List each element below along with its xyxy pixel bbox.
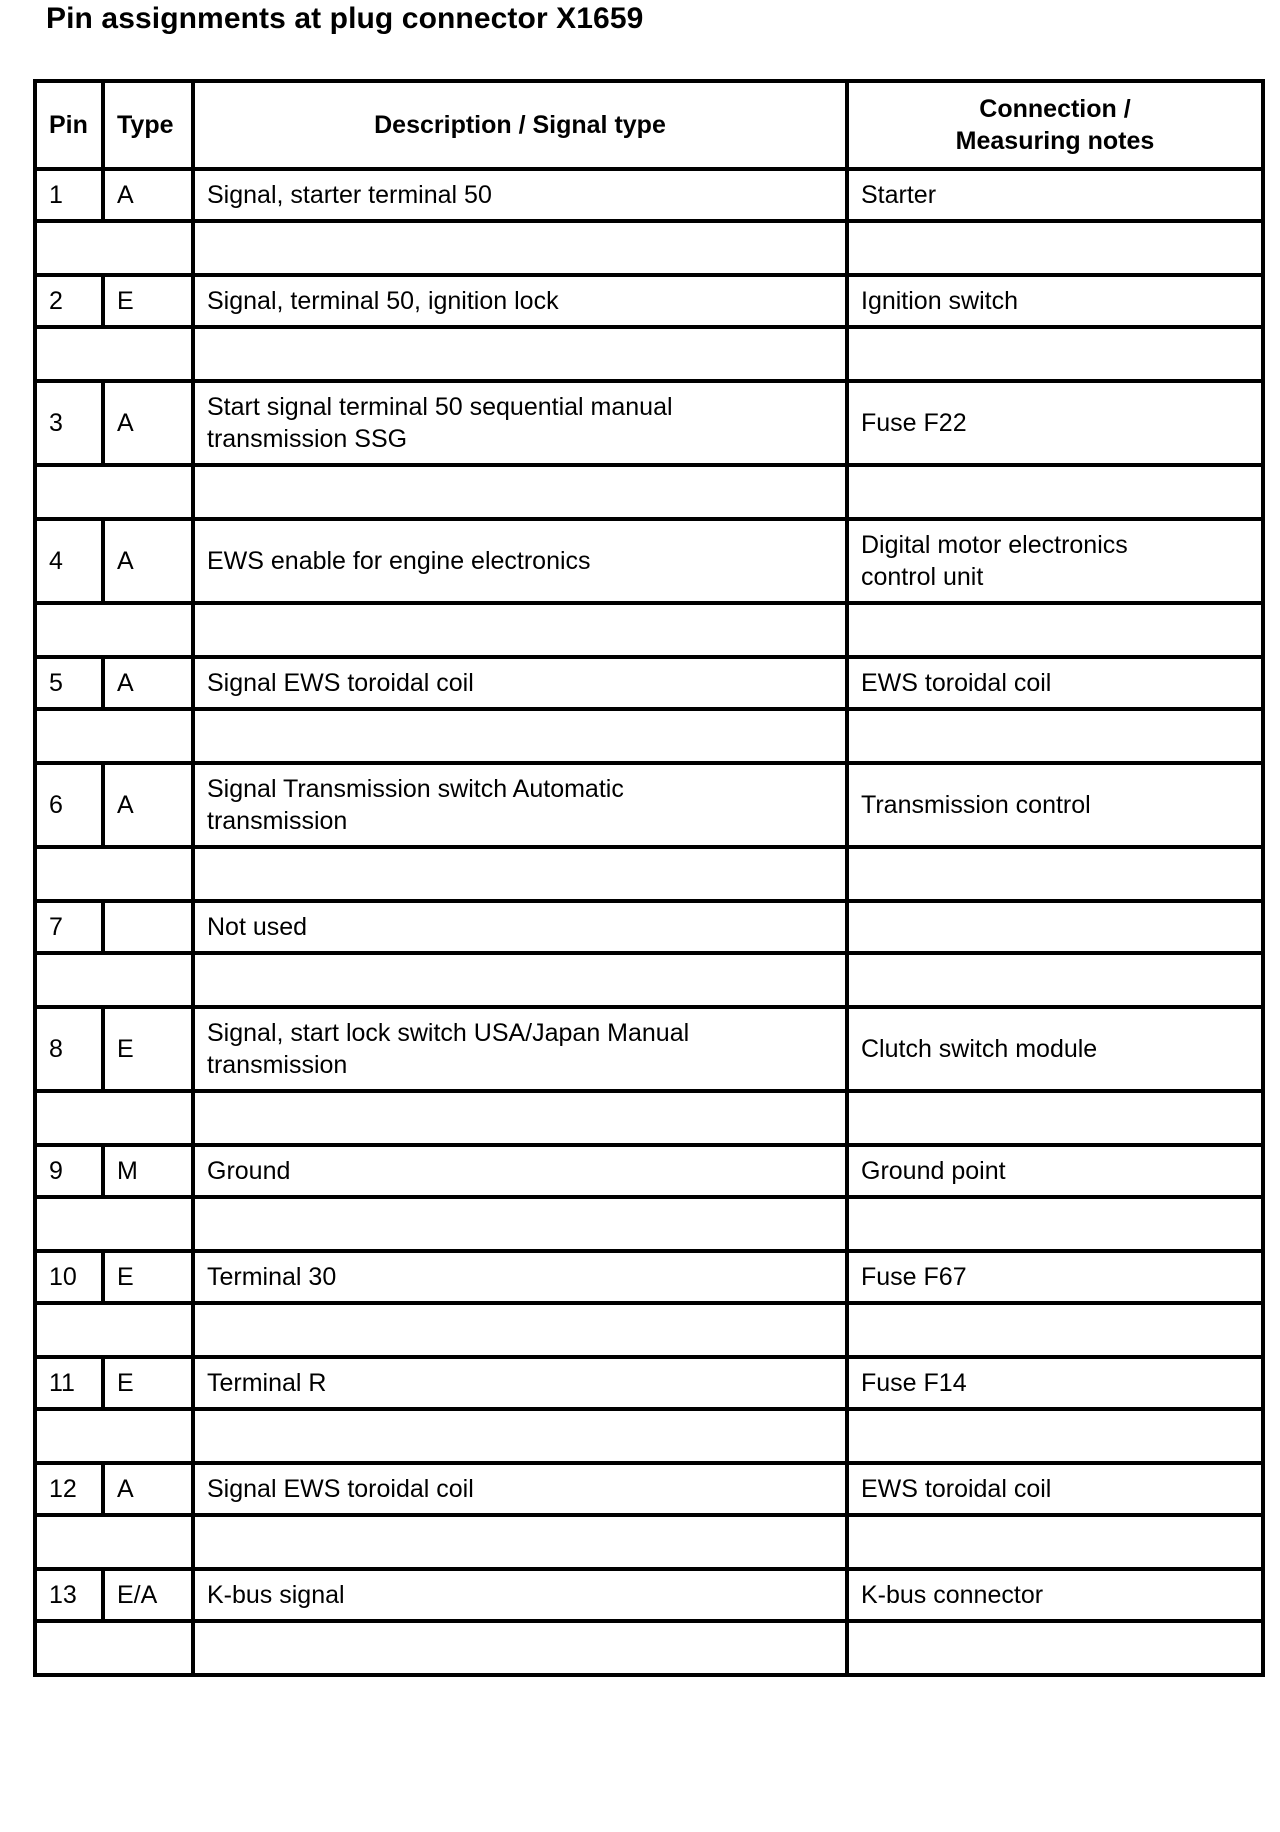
spacer-row xyxy=(35,953,1263,1007)
empty-cell xyxy=(847,1621,1263,1675)
empty-cell xyxy=(193,1197,847,1251)
description-cell-line: transmission SSG xyxy=(207,425,408,453)
connection-cell-line: K-bus connector xyxy=(861,1581,1044,1609)
description-cell xyxy=(193,275,847,327)
type-cell xyxy=(103,1007,193,1091)
page-title: Pin assignments at plug connector X1659 xyxy=(46,2,644,35)
connection-cell xyxy=(847,901,1263,953)
description-cell-line: Not used xyxy=(207,913,308,941)
connection-cell xyxy=(847,1463,1263,1515)
header-connection xyxy=(847,81,1263,169)
connection-cell xyxy=(847,1007,1263,1091)
pin-cell xyxy=(35,657,103,709)
description-cell-line: Signal, starter terminal 50 xyxy=(207,181,492,209)
table-row xyxy=(35,1007,1263,1091)
pin-cell-line: 11 xyxy=(49,1369,75,1397)
pin-cell-line: 9 xyxy=(49,1157,63,1185)
empty-cell xyxy=(847,1197,1263,1251)
connection-cell-line: Fuse F14 xyxy=(861,1369,967,1397)
description-cell-line: Signal Transmission switch Automatic xyxy=(207,775,624,803)
spacer-row xyxy=(35,1303,1263,1357)
empty-cell xyxy=(193,465,847,519)
pin-cell xyxy=(35,1357,103,1409)
empty-cell xyxy=(35,1091,193,1145)
type-cell xyxy=(103,657,193,709)
header-connection-line1: Connection / xyxy=(979,95,1131,123)
connection-cell xyxy=(847,519,1263,603)
type-cell-line: A xyxy=(117,791,134,819)
pin-cell-line: 13 xyxy=(49,1581,77,1609)
empty-cell xyxy=(847,1409,1263,1463)
description-cell xyxy=(193,1251,847,1303)
type-cell xyxy=(103,763,193,847)
description-cell xyxy=(193,657,847,709)
empty-cell xyxy=(193,1621,847,1675)
table-row xyxy=(35,519,1263,603)
pin-cell xyxy=(35,901,103,953)
pin-cell-line: 4 xyxy=(49,547,63,575)
empty-cell xyxy=(193,1515,847,1569)
description-cell xyxy=(193,1007,847,1091)
empty-cell xyxy=(35,709,193,763)
table-row xyxy=(35,1357,1263,1409)
pin-cell xyxy=(35,1569,103,1621)
header-connection-line2: Measuring notes xyxy=(955,127,1155,155)
empty-cell xyxy=(847,1303,1263,1357)
empty-cell xyxy=(193,1303,847,1357)
spacer-row xyxy=(35,1409,1263,1463)
pin-cell xyxy=(35,169,103,221)
empty-cell xyxy=(847,327,1263,381)
description-cell-line: Ground xyxy=(207,1157,291,1185)
empty-cell xyxy=(193,603,847,657)
type-cell xyxy=(103,1569,193,1621)
empty-cell xyxy=(847,1515,1263,1569)
table-row xyxy=(35,657,1263,709)
pin-cell-line: 10 xyxy=(49,1263,77,1291)
empty-cell xyxy=(35,1197,193,1251)
pin-cell-line: 7 xyxy=(49,913,63,941)
empty-cell xyxy=(847,953,1263,1007)
type-cell xyxy=(103,1145,193,1197)
connection-cell-line: EWS toroidal coil xyxy=(861,669,1052,697)
pin-cell-line: 2 xyxy=(49,287,63,315)
empty-cell xyxy=(193,709,847,763)
description-cell xyxy=(193,1463,847,1515)
empty-cell xyxy=(35,221,193,275)
connection-cell-line: Fuse F22 xyxy=(861,409,967,437)
connection-cell xyxy=(847,657,1263,709)
type-cell-line: A xyxy=(117,181,134,209)
header-type: Type xyxy=(103,81,193,169)
connection-cell-line: EWS toroidal coil xyxy=(861,1475,1052,1503)
table-row xyxy=(35,1463,1263,1515)
type-cell-line: E xyxy=(117,287,134,315)
description-cell xyxy=(193,901,847,953)
header-description: Description / Signal type xyxy=(193,81,847,169)
empty-cell xyxy=(35,327,193,381)
empty-cell xyxy=(35,847,193,901)
spacer-row xyxy=(35,1091,1263,1145)
empty-cell xyxy=(35,1303,193,1357)
pin-cell-line: 1 xyxy=(49,181,63,209)
pin-cell xyxy=(35,275,103,327)
pin-cell xyxy=(35,1463,103,1515)
pin-assignment-table xyxy=(33,79,1265,1677)
type-cell xyxy=(103,381,193,465)
connection-cell xyxy=(847,1357,1263,1409)
table-row xyxy=(35,169,1263,221)
description-cell-line: Terminal R xyxy=(207,1369,327,1397)
type-cell-line: E xyxy=(117,1035,134,1063)
connection-cell xyxy=(847,763,1263,847)
empty-cell xyxy=(35,603,193,657)
type-cell-line: A xyxy=(117,547,134,575)
connection-cell-line: control unit xyxy=(861,563,984,591)
connection-cell xyxy=(847,381,1263,465)
connection-cell xyxy=(847,1145,1263,1197)
description-cell-line: Start signal terminal 50 sequential manual xyxy=(207,393,673,421)
type-cell-line: A xyxy=(117,669,134,697)
description-cell xyxy=(193,1145,847,1197)
spacer-row xyxy=(35,603,1263,657)
empty-cell xyxy=(193,221,847,275)
empty-cell xyxy=(847,603,1263,657)
type-cell xyxy=(103,275,193,327)
description-cell-line: Terminal 30 xyxy=(207,1263,337,1291)
description-cell-line: K-bus signal xyxy=(207,1581,345,1609)
type-cell xyxy=(103,1357,193,1409)
pin-cell xyxy=(35,519,103,603)
table-row xyxy=(35,1251,1263,1303)
empty-cell xyxy=(35,953,193,1007)
empty-cell xyxy=(193,327,847,381)
connection-cell-line: Ground point xyxy=(861,1157,1006,1185)
pin-cell xyxy=(35,1145,103,1197)
type-cell xyxy=(103,1463,193,1515)
spacer-row xyxy=(35,1621,1263,1675)
pin-cell xyxy=(35,381,103,465)
table-row xyxy=(35,901,1263,953)
pin-cell xyxy=(35,1251,103,1303)
description-cell-line: transmission xyxy=(207,1051,348,1079)
connection-cell-line: Transmission control xyxy=(861,791,1091,819)
empty-cell xyxy=(847,465,1263,519)
connection-cell-line: Ignition switch xyxy=(861,287,1019,315)
description-cell-line: Signal, start lock switch USA/Japan Manual xyxy=(207,1019,690,1047)
spacer-row xyxy=(35,327,1263,381)
description-cell xyxy=(193,1357,847,1409)
pin-cell-line: 5 xyxy=(49,669,63,697)
type-cell-line: E xyxy=(117,1369,134,1397)
empty-cell xyxy=(847,847,1263,901)
description-cell xyxy=(193,1569,847,1621)
table-row xyxy=(35,1145,1263,1197)
description-cell xyxy=(193,763,847,847)
pin-cell xyxy=(35,763,103,847)
header-pin: Pin xyxy=(35,81,103,169)
type-cell-line: E xyxy=(117,1263,134,1291)
type-cell-line: E/A xyxy=(117,1581,158,1609)
spacer-row xyxy=(35,465,1263,519)
spacer-row xyxy=(35,221,1263,275)
type-cell xyxy=(103,901,193,953)
description-cell-line: EWS enable for engine electronics xyxy=(207,547,591,575)
spacer-row xyxy=(35,847,1263,901)
description-cell-line: transmission xyxy=(207,807,348,835)
pin-cell-line: 8 xyxy=(49,1035,63,1063)
connection-cell xyxy=(847,169,1263,221)
empty-cell xyxy=(35,1515,193,1569)
table-row xyxy=(35,1569,1263,1621)
table-row xyxy=(35,381,1263,465)
empty-cell xyxy=(847,1091,1263,1145)
empty-cell xyxy=(193,1409,847,1463)
connection-cell-line: Starter xyxy=(861,181,937,209)
description-cell xyxy=(193,381,847,465)
connection-cell xyxy=(847,275,1263,327)
empty-cell xyxy=(193,1091,847,1145)
description-cell xyxy=(193,169,847,221)
type-cell-line: A xyxy=(117,1475,134,1503)
connection-cell-line: Fuse F67 xyxy=(861,1263,967,1291)
table-body xyxy=(35,169,1263,1675)
empty-cell xyxy=(193,847,847,901)
description-cell-line: Signal EWS toroidal coil xyxy=(207,1475,474,1503)
description-cell-line: Signal, terminal 50, ignition lock xyxy=(207,287,559,315)
pin-cell xyxy=(35,1007,103,1091)
empty-cell xyxy=(847,709,1263,763)
pin-cell-line: 6 xyxy=(49,791,63,819)
connection-cell-line: Clutch switch module xyxy=(861,1035,1098,1063)
connection-cell xyxy=(847,1569,1263,1621)
spacer-row xyxy=(35,1515,1263,1569)
empty-cell xyxy=(35,1621,193,1675)
description-cell xyxy=(193,519,847,603)
description-cell-line: Signal EWS toroidal coil xyxy=(207,669,474,697)
empty-cell xyxy=(847,221,1263,275)
empty-cell xyxy=(35,1409,193,1463)
empty-cell xyxy=(35,465,193,519)
type-cell xyxy=(103,169,193,221)
connection-cell xyxy=(847,1251,1263,1303)
pin-cell-line: 12 xyxy=(49,1475,77,1503)
table-row xyxy=(35,275,1263,327)
type-cell-line: M xyxy=(117,1157,138,1185)
header-row xyxy=(35,81,1263,169)
connection-cell-line: Digital motor electronics xyxy=(861,531,1128,559)
spacer-row xyxy=(35,1197,1263,1251)
type-cell xyxy=(103,1251,193,1303)
type-cell xyxy=(103,519,193,603)
pin-cell-line: 3 xyxy=(49,409,63,437)
spacer-row xyxy=(35,709,1263,763)
type-cell-line: A xyxy=(117,409,134,437)
empty-cell xyxy=(193,953,847,1007)
table-row xyxy=(35,763,1263,847)
